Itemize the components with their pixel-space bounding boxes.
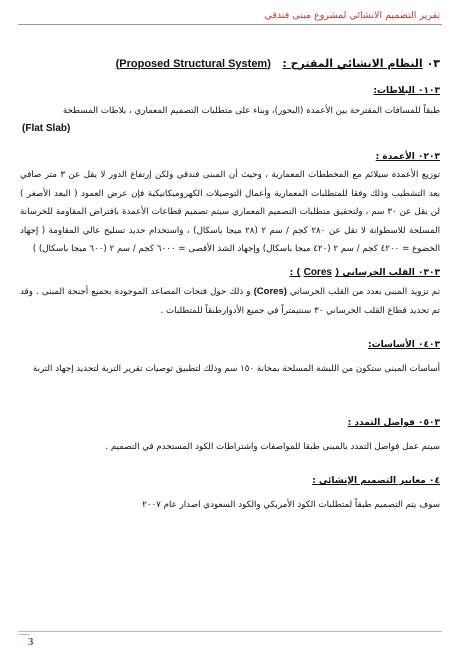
slabs-title: ٠١٠٣ البلاطات:: [373, 86, 440, 96]
columns-paragraph: توزيع الأعمدة سيلائم مع المخططات المعمارية ، وحيث أن المبنى فندقي ولكن إرتفاع الدور لا يقل عن ٣ متر صافي بعد التشطيب وذلك وفقا للمتطلبات المعمارية وأعمال التوصيلات الكهروميكانيكية فإن عرض العمود ( البعد الأصغر ) لن يقل عن ٣٠ سم ، ولتحقيق متطلبات التصميم المعماري سيتم تصميم قطاعات الأعمدة بافتراض المقاومة للخرسانة المسلحة للاسطوانة لا تقل عن ٢٨٠ كجم / سم ٢ (٢٨ ميجا باسكال) ، واستخدام حديد تسليح عالي المقاومة ( إجهاد الخضوع = ٤٢٠٠ كجم / سم ٢ (٤٢٠ ميجا باسكال) وإجهاد الشد الأقصى = ٦٠٠٠ كجم / سم ٢ (٦٠٠ ميجا باسكال) ): [20, 170, 441, 254]
heading-english: (Proposed Structural System): [115, 58, 271, 70]
expansion-joints-paragraph: سيتم عمل فواصل التمدد بالمبنى طبقا للمواصفات واشتراطات الكود المستخدم في التصميم .: [105, 442, 440, 452]
slabs-text: طبقاً للمسافات المقترحة بين الأعمدة (البحور)، وبناء على متطلبات التصميم المعماري ، بلاطات المسطحة: [62, 106, 440, 116]
expansion-joints-title: ٠٥٠٣ فواصل التمدد :: [347, 418, 440, 428]
header-divider: [18, 24, 442, 25]
header-title: تقرير التصميم الانشائي لمشروع مبنى فندقي: [264, 10, 440, 21]
foundations-title: ٠٤٠٣ الأساسات:: [367, 340, 440, 350]
slabs-paragraph: [20, 102, 440, 137]
design-criteria-paragraph: سوف يتم التصميم طبقاً لمتطلبات الكود الأمريكي والكود السعودي اصدار عام ٢٠٠٧: [142, 500, 440, 510]
heading-arabic: النظام الانشائي المقترح :: [282, 57, 423, 70]
footer-divider: [18, 631, 442, 632]
columns-title: ٠٢٠٣ الأعمدة :: [375, 152, 440, 162]
design-criteria-title: ٠٤ معايير التصميم الإنشائي :: [312, 476, 440, 486]
heading-number: ٠٣: [426, 57, 440, 70]
cores-paragraph: تم تزويد المبنى بعدد من القلب الخرساني (Cores) و ذلك حول فتحات المصاعد الموجودة بجميع أجنحة المبنى . وقد تم تحديد قطاع القلب الخرساني ٣٠ سنتيمتراً في جميع الأدوارطبقاً للمتطلبات .: [20, 286, 441, 316]
section-heading: [20, 57, 440, 70]
page-number: 3: [28, 636, 34, 648]
cores-title: ٠٣٠٣ القلب الخرساني ( Cores ) :: [289, 267, 440, 278]
foundations-paragraph: أساسات المبنى ستكون من اللبشة المسلحة بمخانة ١٥٠ سم وذلك لتطبيق توصيات تقرير التربة لتحديد إجهاد التربة: [32, 364, 440, 374]
slabs-english: (Flat Slab): [22, 122, 71, 134]
